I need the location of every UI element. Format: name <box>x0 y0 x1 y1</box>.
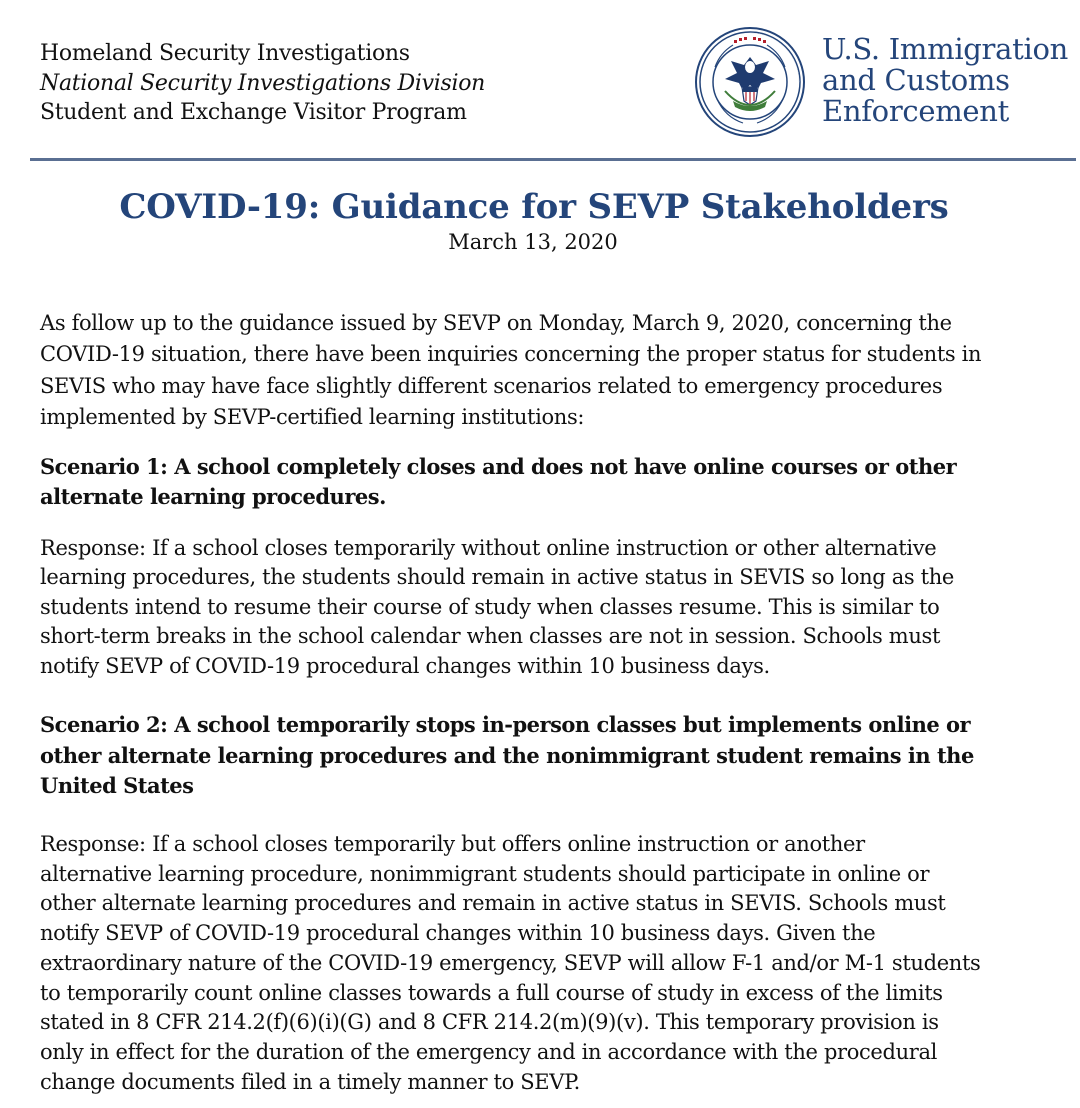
org-line-division: National Security Investigations Division <box>40 71 486 96</box>
scenario-2-response-line: extraordinary nature of the COVID-19 emergency, SEVP will allow F-1 and/or M-1 students <box>40 950 981 975</box>
dhs-seal-icon <box>695 27 805 137</box>
scenario-2-response-line: other alternate learning procedures and remain in active status in SEVIS. Schools must <box>40 891 946 916</box>
scenario-1-heading-line: alternate learning procedures. <box>40 484 386 509</box>
document-date: March 13, 2020 <box>448 230 618 254</box>
intro-line: COVID-19 situation, there have been inquiries concerning the proper status for students in <box>40 342 982 367</box>
scenario-2-response-line: Response: If a school closes temporarily but offers online instruction or another <box>40 832 865 856</box>
document-title: COVID-19: Guidance for SEVP Stakeholders <box>119 187 949 227</box>
scenario-2-heading <box>40 710 1050 802</box>
agency-name <box>822 34 1068 127</box>
scenario-1-heading-line: Scenario 1: A school completely closes and does not have online courses or other <box>40 454 957 479</box>
intro-paragraph <box>40 308 1050 433</box>
scenario-1-response <box>40 534 1050 681</box>
agency-line-2: and Customs <box>822 63 1010 97</box>
intro-line: SEVIS who may have face slightly different scenarios related to emergency procedures <box>40 373 943 398</box>
org-line-sevp: Student and Exchange Visitor Program <box>40 100 467 125</box>
header-divider <box>30 158 1076 161</box>
scenario-1-response-line: learning procedures, the students should remain in active status in SEVIS so long as the <box>40 565 954 590</box>
scenario-2-response <box>40 830 1050 1097</box>
agency-line-1: U.S. Immigration <box>822 32 1068 66</box>
scenario-1-heading <box>40 452 1050 512</box>
scenario-1-response-line: short-term breaks in the school calendar when classes are not in session. Schools must <box>40 624 941 649</box>
scenario-2-heading-line: Scenario 2: A school temporarily stops in-person classes but implements online or <box>40 712 971 737</box>
scenario-2-heading-line: other alternate learning procedures and the nonimmigrant student remains in the <box>40 742 974 768</box>
scenario-2-response-line: change documents filed in a timely manner to SEVP. <box>40 1069 580 1094</box>
scenario-2-response-line: notify SEVP of COVID-19 procedural changes within 10 business days. Given the <box>40 921 876 946</box>
scenario-1-response-line: notify SEVP of COVID-19 procedural changes within 10 business days. <box>40 653 770 678</box>
scenario-1-response-line: Response: If a school closes temporarily without online instruction or other alternative <box>40 536 937 560</box>
scenario-2-response-line: alternative learning procedure, nonimmigrant students should participate in online or <box>40 861 930 886</box>
intro-line: As follow up to the guidance issued by SEVP on Monday, March 9, 2020, concerning the <box>40 311 952 335</box>
scenario-1-response-line: students intend to resume their course of study when classes resume. This is similar to <box>40 594 940 619</box>
scenario-2-response-line: to temporarily count online classes towards a full course of study in excess of the limits <box>40 980 943 1005</box>
letterhead <box>0 0 1080 160</box>
agency-line-3: Enforcement <box>822 94 1009 128</box>
scenario-2-response-line: stated in 8 CFR 214.2(f)(6)(i)(G) and 8 CFR 214.2(m)(9)(v). This temporary provision is <box>40 1010 939 1035</box>
intro-line: implemented by SEVP-certified learning institutions: <box>40 404 585 429</box>
scenario-2-heading-line: United States <box>40 773 194 798</box>
scenario-2-response-line: only in effect for the duration of the emergency and in accordance with the procedural <box>40 1039 938 1064</box>
org-line-hsi: Homeland Security Investigations <box>40 41 410 66</box>
